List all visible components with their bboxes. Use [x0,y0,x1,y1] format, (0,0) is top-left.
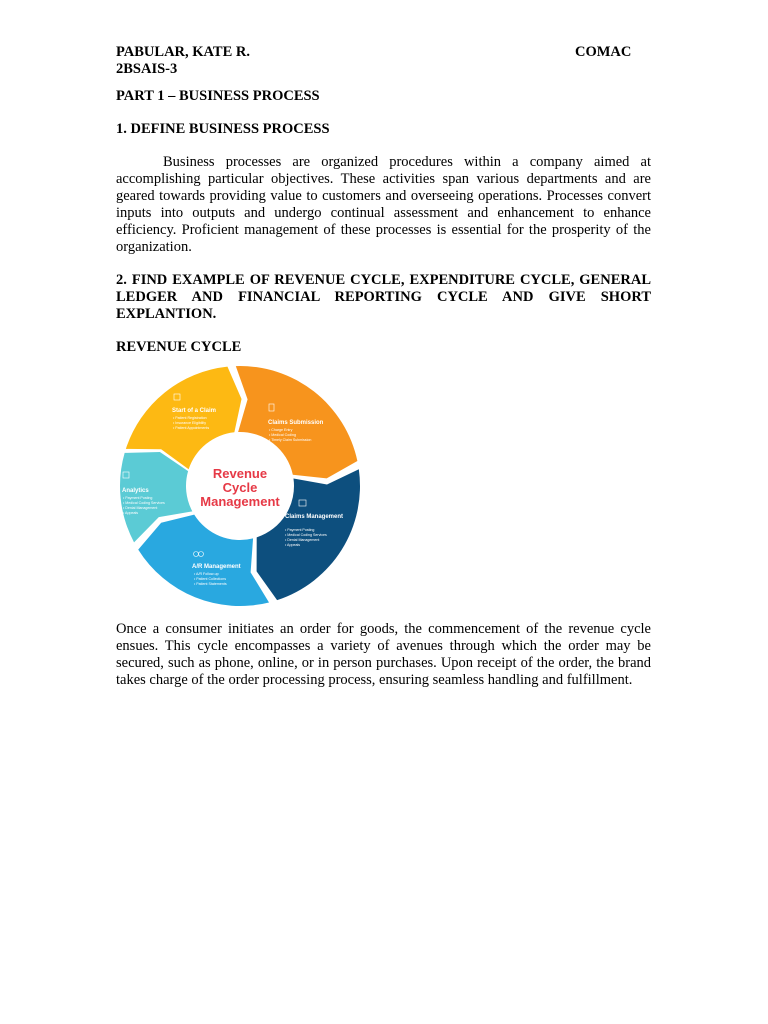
svg-text:• Appeals: • Appeals [123,511,139,515]
center-label-line3: Management [200,494,280,509]
question-2-title: 2. FIND EXAMPLE OF REVENUE CYCLE, EXPENDITURE CYCLE, GENERAL LEDGER AND FINANCIAL REPORTING CYCLE AND GIVE SHORT EXPLANTION. [116,272,651,322]
svg-text:• Charge Entry: • Charge Entry [269,428,293,432]
svg-text:• Timely Claim Submission: • Timely Claim Submission [269,438,312,442]
question-1-answer: Business processes are organized procedures within a company aimed at accomplishing particular objectives. These activities span various departments and are geared towards providing value to customers and overseeing operations. Processes convert inputs into outputs and undergo continual assessment and enhancement to enhance efficiency. Proficient management of these processes is essential for the prosperity of the organization. [116,154,651,255]
student-name: PABULAR, KATE R. [116,44,250,60]
svg-text:• Patient Collections: • Patient Collections [194,577,227,581]
svg-text:• Medical Coding: • Medical Coding [269,433,297,437]
center-label-line2: Cycle [222,480,258,495]
segment-title: Analytics [122,488,149,494]
svg-text:• Payment Posting: • Payment Posting [123,496,153,500]
section-code: 2BSAIS-3 [116,61,178,77]
svg-text:• Denial Management: • Denial Management [285,538,320,542]
part-title: PART 1 – BUSINESS PROCESS [116,88,320,104]
svg-text:• A/R Follow-up: • A/R Follow-up [194,572,219,576]
revenue-cycle-diagram [114,364,366,608]
svg-text:• Patient Statements: • Patient Statements [194,582,227,586]
svg-text:• Patient Appointments: • Patient Appointments [173,426,210,430]
question-1-title: 1. DEFINE BUSINESS PROCESS [116,121,330,137]
svg-text:• Denial Management: • Denial Management [123,506,158,510]
svg-text:• Insurance Eligibility: • Insurance Eligibility [173,421,207,425]
center-label-line1: Revenue [212,466,268,481]
revenue-cycle-explanation: Once a consumer initiates an order for goods, the commencement of the revenue cycle ensues. This cycle encompasses a variety of avenues through which the order may be secured, such as phone, online, or in person purchases. Upon receipt of the order, the brand takes charge of the order processing process, ensuring seamless handling and fulfillment. [116,621,651,688]
svg-text:• Appeals: • Appeals [285,543,301,547]
segment-title: Claims Submission [268,420,324,426]
course-code: COMAC [575,44,632,60]
segment-title: A/R Management [192,564,241,570]
revenue-cycle-heading: REVENUE CYCLE [116,339,242,355]
svg-text:• Medical Coding Services: • Medical Coding Services [285,533,327,537]
svg-text:• Medical Coding Services: • Medical Coding Services [123,501,165,505]
svg-text:• Patient Registration: • Patient Registration [173,416,207,420]
segment-title: Start of a Claim [172,408,217,414]
svg-text:• Payment Posting: • Payment Posting [285,528,315,532]
segment-title: Claims Management [285,514,344,520]
